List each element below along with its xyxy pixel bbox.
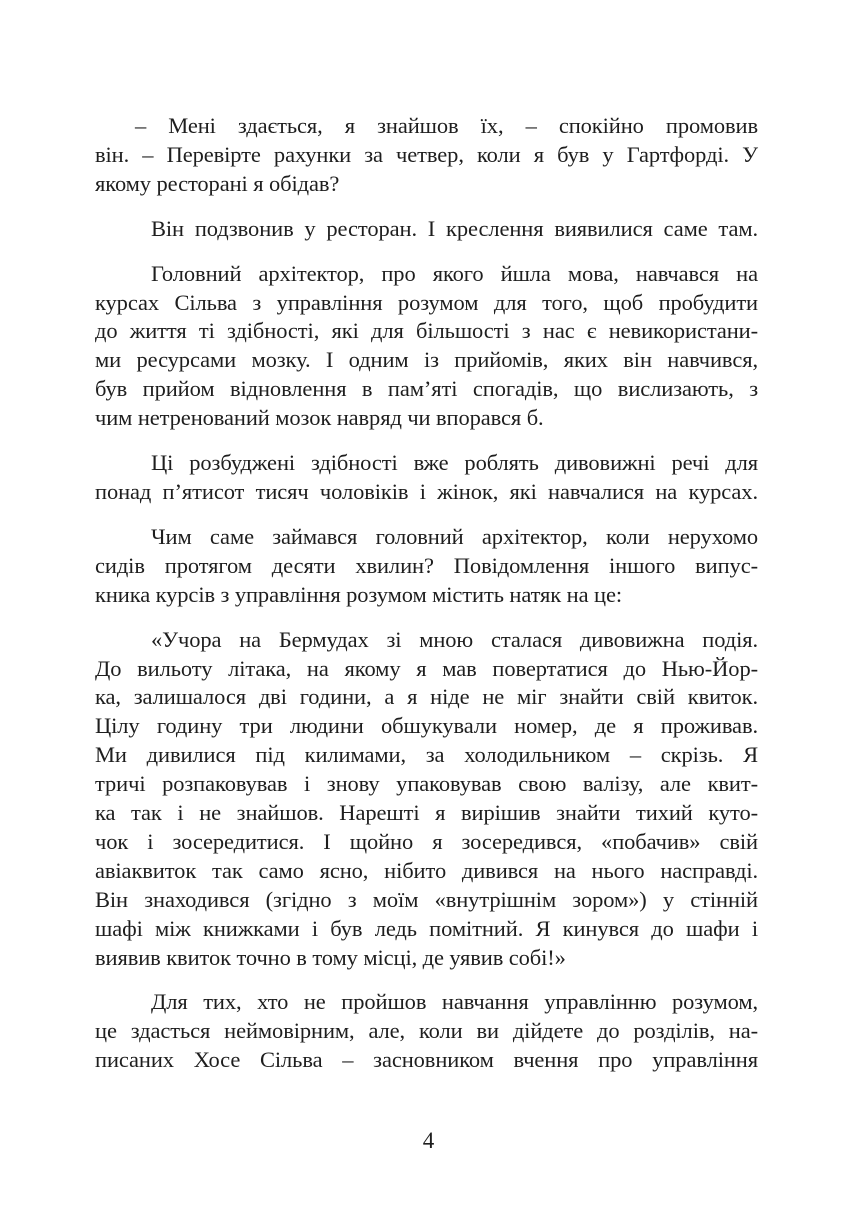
paragraph <box>95 112 758 199</box>
text-line: тричі розпаковував і знову упаковував свою валізу, але квит- <box>95 771 758 797</box>
text-line: ка, залишалося дві години, а я ніде не міг знайти свій квиток. <box>95 684 758 710</box>
text-line: курсах Сільва з управління розумом для того, щоб пробудити <box>95 289 758 315</box>
text-line: Для тих, хто не пройшов навчання управлінню розумом, <box>151 989 758 1015</box>
text-line: сидів протягом десяти хвилин? Повідомлення іншого випус- <box>95 552 758 578</box>
text-line: це здасться неймовірним, але, коли ви дійдете до розділів, на- <box>95 1018 758 1044</box>
text-line: Головний архітектор, про якого йшла мова, навчався на <box>151 260 758 286</box>
paragraph <box>95 988 758 1075</box>
text-line: писаних Хосе Сільва – засновником вчення про управління <box>95 1047 758 1073</box>
paragraph <box>95 523 758 610</box>
text-line: Він знаходився (згідно з моїм «внутрішнім зором») у стінній <box>95 886 758 912</box>
text-line: – Мені здається, я знайшов їх, – спокійно промовив <box>135 113 758 138</box>
text-line: він. – Перевірте рахунки за четвер, коли я був у Гартфорді. У <box>95 141 758 167</box>
text-line: Він подзвонив у ресторан. І креслення виявилися саме там. <box>151 215 758 241</box>
text-line: чим нетренований мозок навряд чи впорався б. <box>95 405 544 431</box>
text-line: До вильоту літака, на якому я мав повертатися до Нью-Йор- <box>95 655 758 681</box>
text-line: Ці розбуджені здібності вже роблять дивовижні речі для <box>151 450 758 476</box>
text-line: ми ресурсами мозку. І одним із прийомів, яких він навчився, <box>95 347 758 373</box>
text-line: Чим саме займався головний архітектор, коли нерухомо <box>151 523 758 549</box>
text-block <box>95 112 758 1075</box>
text-line: ка так і не знайшов. Нарешті я вирішив знайти тихий куто- <box>95 800 758 826</box>
text-line: авіаквиток так само ясно, нібито дивився на нього насправді. <box>95 857 758 883</box>
text-line: понад п’ятисот тисяч чоловіків і жінок, які навчалися на курсах. <box>95 478 758 504</box>
text-line: кника курсів з управління розумом містить натяк на це: <box>95 581 622 607</box>
paragraph <box>95 449 758 507</box>
text-line: Цілу годину три людини обшукували номер, де я проживав. <box>95 713 758 739</box>
text-line: якому ресторані я обідав? <box>95 170 340 196</box>
text-line: «Учора на Бермудах зі мною сталася дивовижна подія. <box>151 626 758 652</box>
paragraph <box>95 215 758 244</box>
text-line: шафі між книжками і був ледь помітний. Я кинувся до шафи і <box>95 915 758 941</box>
text-line: був прийом відновлення в пам’яті спогадів, що вислизають, з <box>95 376 758 402</box>
paragraph <box>95 260 758 433</box>
text-line: чок і зосередитися. І щойно я зосередився, «побачив» свій <box>95 828 758 854</box>
text-line: до життя ті здібності, які для більшості з нас є невикористани- <box>95 318 758 344</box>
page-number: 4 <box>422 1128 435 1153</box>
paragraph <box>95 626 758 973</box>
text-line: Ми дивилися під килимами, за холодильником – скрізь. Я <box>95 742 758 768</box>
text-line: виявив квиток точно в тому місці, де уявив собі!» <box>95 944 566 970</box>
